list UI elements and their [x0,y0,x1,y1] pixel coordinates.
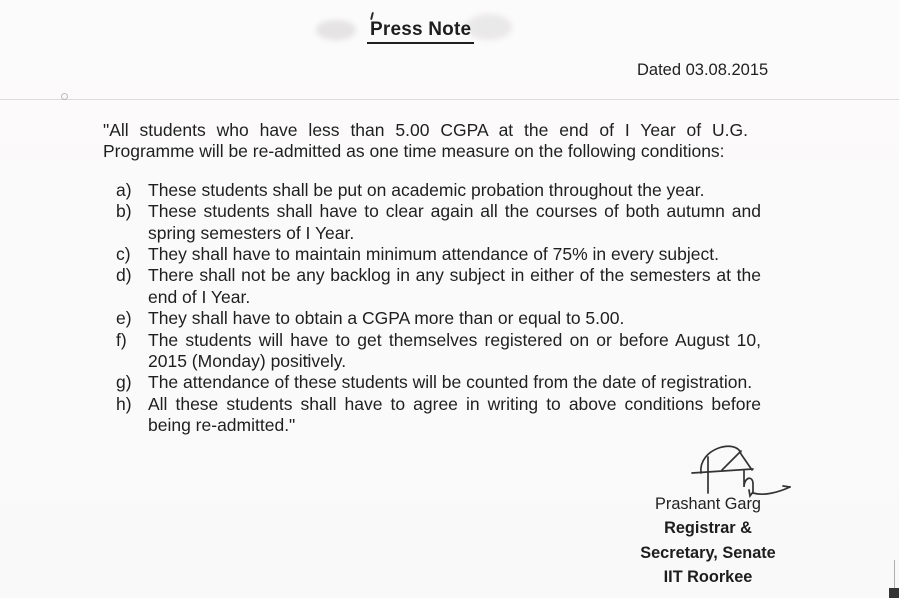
conditions-list [103,180,761,437]
condition-marker: h) [116,393,132,414]
condition-text: The students will have to get themselves registered on or before August 10, 2015 (Monday) positively. [148,329,761,372]
signatory-role: Secretary, Senate [640,543,776,562]
condition-text: These students shall have to clear again all the courses of both autumn and spring semesters of I Year. [148,201,761,243]
condition-text: They shall have to obtain a CGPA more than or equal to 5.00. [148,308,625,329]
signatory-name: Prashant Garg [655,495,761,513]
condition-item-b [103,201,761,244]
condition-text: The attendance of these students will be counted from the date of registration. [148,372,753,393]
condition-marker: g) [116,372,132,393]
condition-item-g [103,372,761,393]
condition-item-f [103,330,761,373]
date-line: Dated 03.08.2015 [637,61,769,79]
condition-item-a [103,180,761,201]
condition-marker: e) [116,308,132,329]
condition-marker: c) [116,244,131,265]
condition-marker: f) [116,329,127,350]
scan-smudge-left [316,20,356,40]
scan-crease-line [0,99,899,100]
condition-marker: d) [116,265,132,286]
condition-text: All these students shall have to agree in writing to above conditions before being re-admitted." [148,393,761,436]
intro-paragraph: "All students who have less than 5.00 CGPA at the end of I Year of U.G. Programme will be re-admitted as one time measure on the following conditions: [103,120,748,162]
signature-block [612,492,804,590]
signature-drawing [683,436,798,498]
document-body [103,120,763,437]
condition-marker: b) [116,201,132,222]
condition-text: There shall not be any backlog in any subject in either of the semesters at the end of I Year. [148,265,761,307]
condition-text: These students shall be put on academic probation throughout the year. [148,179,705,200]
condition-item-e [103,308,761,329]
condition-item-c [103,244,761,265]
condition-item-d [103,265,761,308]
signatory-org: IIT Roorkee [663,568,753,587]
document-title: Press Note [367,19,474,44]
condition-item-h [103,394,761,437]
scan-speck [61,93,68,100]
condition-marker: a) [116,179,132,200]
scan-corner-mark [889,588,899,598]
signatory-role: Registrar & [664,519,752,538]
condition-text: They shall have to maintain minimum attendance of 75% in every subject. [148,244,719,265]
